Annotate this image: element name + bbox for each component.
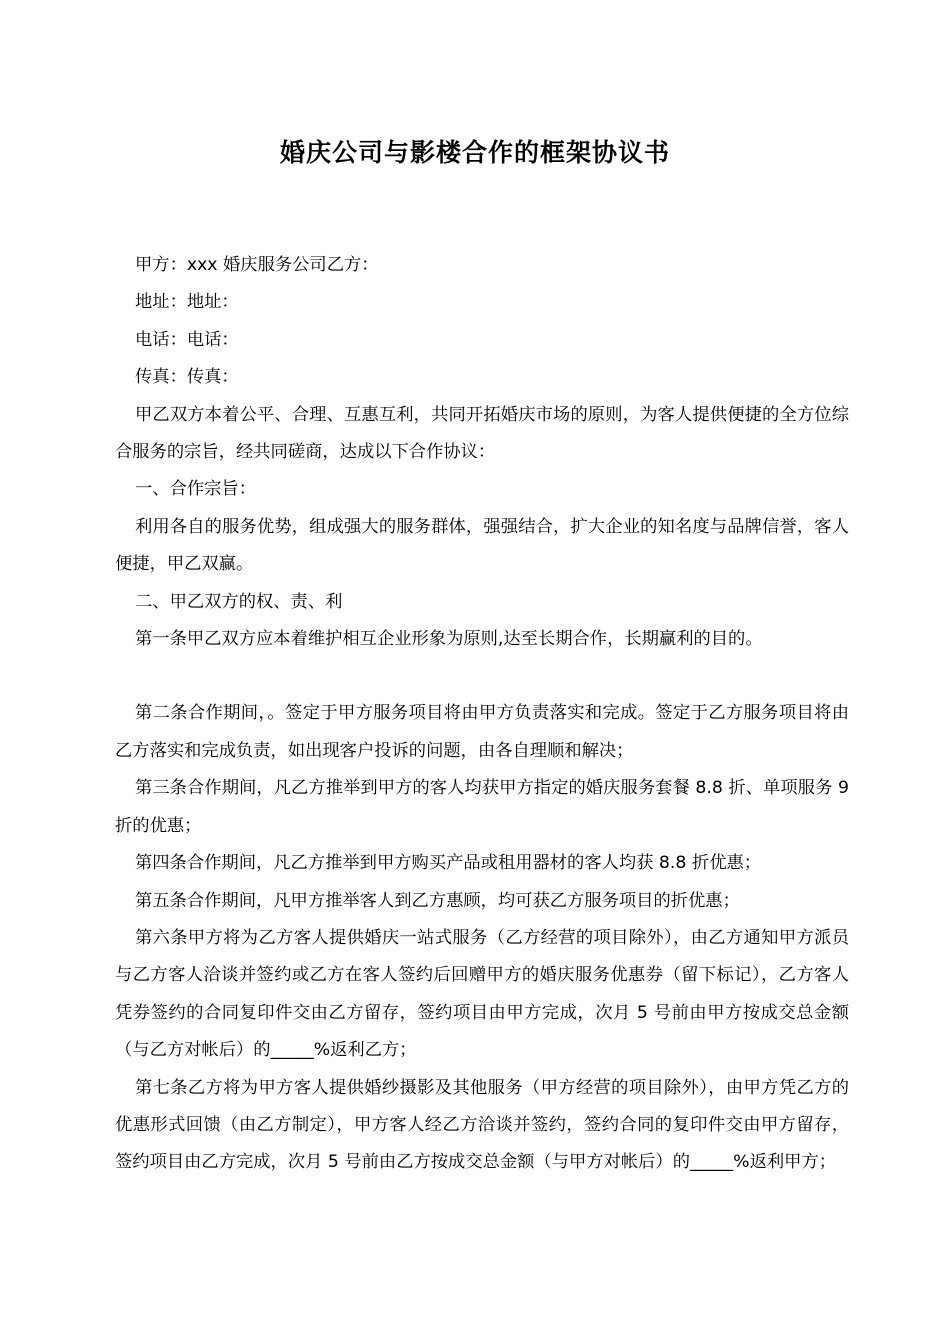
article-4: 第四条合作期间，凡乙方推举到甲方购买产品或租用器材的客人均获 8.8 折优惠； [135,853,762,874]
party-a-b-line: 甲方：xxx 婚庆服务公司乙方： [135,255,379,275]
section-heading-purpose: 一、合作宗旨： [135,479,256,500]
blank-line [115,658,849,695]
document-body [115,247,855,1182]
preamble-paragraph: 甲乙双方本着公平、合理、互惠互利，共同开拓婚庆市场的原则，为客人提供便捷的全方位综合服务的宗旨，经共同磋商，达成以下合作协议： [115,404,849,463]
article-6: 第六条甲方将为乙方客人提供婚庆一站式服务（乙方经营的项目除外），由乙方通知甲方派员与乙方客人洽谈并签约或乙方在客人签约后回赠甲方的婚庆服务优惠券（留下标记），乙方客人凭券签约的合同复印件交由乙方留存，签约项目由甲方完成，次月 5 号前由甲方按成交总金额（与乙方对帐后）的_____%返利乙方； [115,927,849,1061]
purpose-paragraph: 利用各自的服务优势，组成强大的服务群体，强强结合，扩大企业的知名度与品牌信誉，客人便捷，甲乙双赢。 [115,516,849,575]
article-3: 第三条合作期间，凡乙方推举到甲方的客人均获甲方指定的婚庆服务套餐 8.8 折、单项服务 9 折的优惠； [115,778,855,836]
phone-line: 电话：电话： [135,329,239,350]
article-7: 第七条乙方将为甲方客人提供婚纱摄影及其他服务（甲方经营的项目除外），由甲方凭乙方的优惠形式回馈（由乙方制定），甲方客人经乙方洽谈并签约，签约合同的复印件交由甲方留存，签约项目由乙方完成，次月 5 号前由乙方按成交总金额（与甲方对帐后）的_____%返利甲方； [115,1077,849,1173]
article-1: 第一条甲乙双方应本着维护相互企业形象为原则,达至长期合作，长期赢利的目的。 [135,629,763,650]
section-heading-rights: 二、甲乙双方的权、责、利 [135,591,343,612]
fax-line: 传真：传真： [135,367,239,388]
article-2: 第二条合作期间，。签定于甲方服务项目将由甲方负责落实和完成。签定于乙方服务项目将由乙方落实和完成负责，如出现客户投诉的问题，由各自理顺和解决； [115,703,849,761]
document-title: 婚庆公司与影楼合作的框架协议书 [279,138,670,167]
article-5: 第五条合作期间，凡甲方推举客人到乙方惠顾，均可获乙方服务项目的折优惠； [135,890,740,911]
address-line: 地址：地址： [135,292,239,313]
